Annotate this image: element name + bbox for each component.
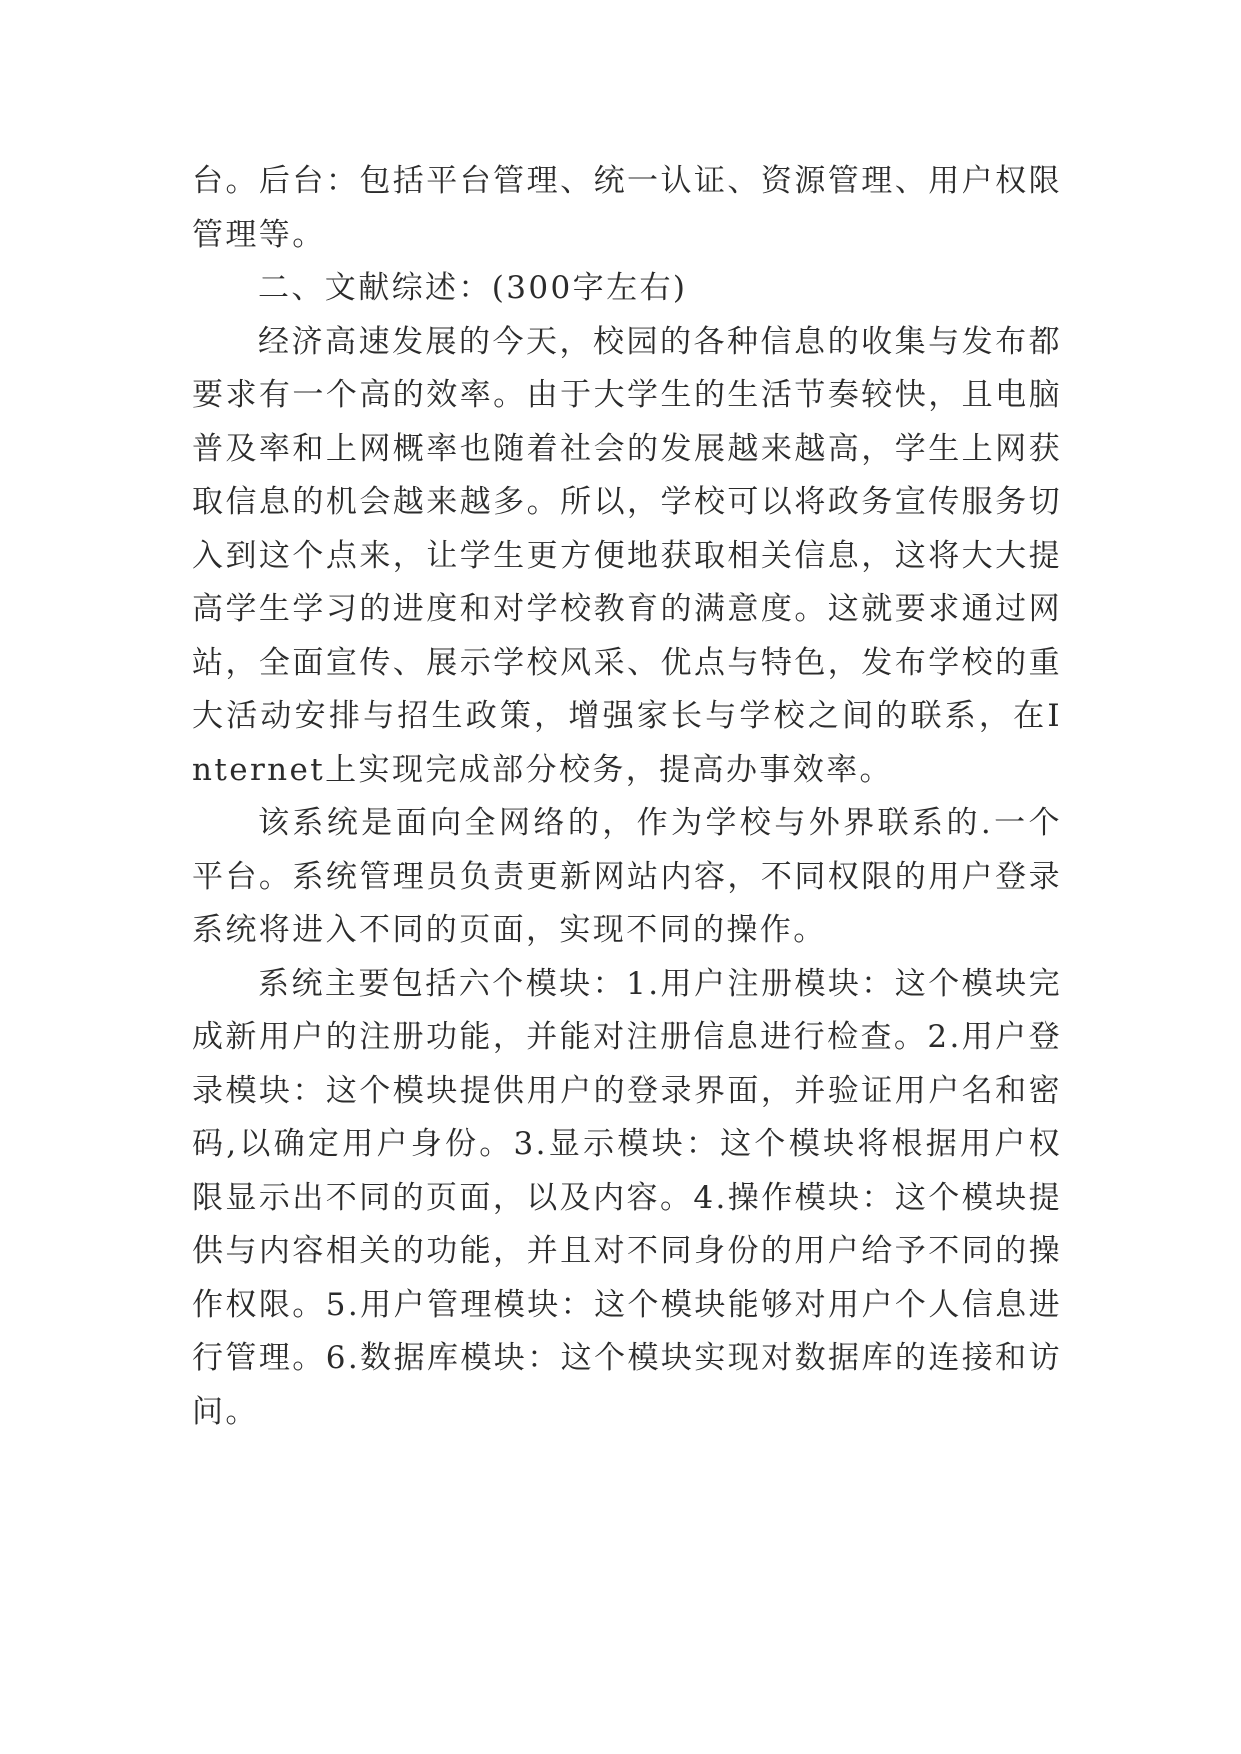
paragraph-continuation: 台。后台：包括平台管理、统一认证、资源管理、用户权限管理等。 — [192, 163, 1062, 253]
section-heading-literature-review: 二、文献综述：(300字左右) — [258, 270, 688, 306]
paragraph-system-overview: 该系统是面向全网络的，作为学校与外界联系的.一个平台。系统管理员负责更新网站内容，不同权限的用户登录系统将进入不同的页面，实现不同的操作。 — [192, 805, 1062, 948]
document-page — [192, 155, 1062, 1439]
paragraph-system-modules: 系统主要包括六个模块：1.用户注册模块：这个模块完成新用户的注册功能，并能对注册信息进行检查。2.用户登录模块：这个模块提供用户的登录界面，并验证用户名和密码,以确定用户身份。3.显示模块：这个模块将根据用户权限显示出不同的页面，以及内容。4.操作模块：这个模块提供与内容相关的功能，并且对不同身份的用户给予不同的操作权限。5.用户管理模块：这个模块能够对用户个人信息进行管理。6.数据库模块：这个模块实现对数据库的连接和访问。 — [192, 965, 1062, 1430]
paragraph-background: 经济高速发展的今天，校园的各种信息的收集与发布都要求有一个高的效率。由于大学生的生活节奏较快，且电脑普及率和上网概率也随着社会的发展越来越高，学生上网获取信息的机会越来越多。所以，学校可以将政务宣传服务切入到这个点来，让学生更方便地获取相关信息，这将大大提高学生学习的进度和对学校教育的满意度。这就要求通过网站，全面宣传、展示学校风采、优点与特色，发布学校的重大活动安排与招生政策，增强家长与学校之间的联系，在Internet上实现完成部分校务，提高办事效率。 — [192, 323, 1062, 788]
